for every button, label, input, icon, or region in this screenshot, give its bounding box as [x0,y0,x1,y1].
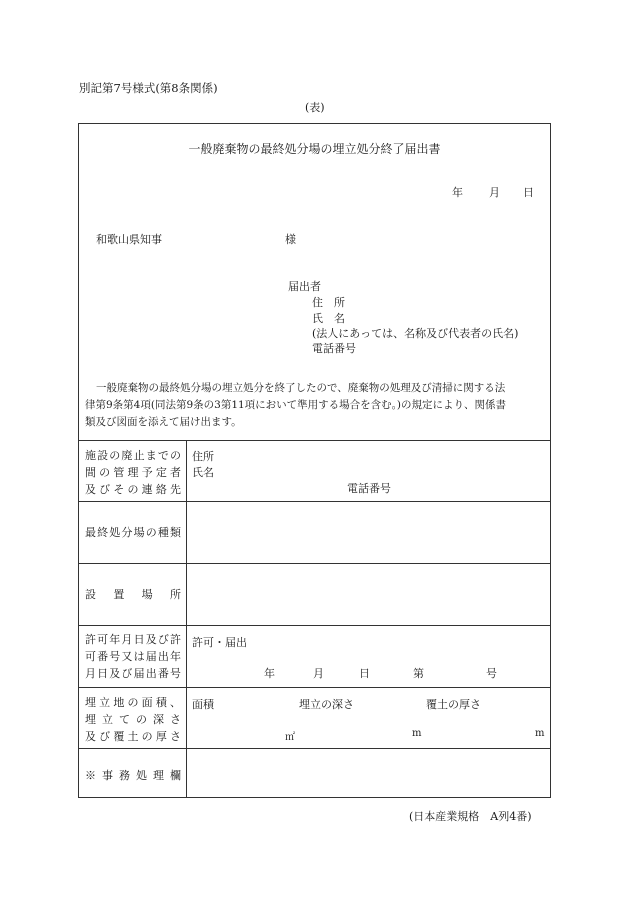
depth-unit: m [412,728,422,739]
permit-month-label: 月 [313,667,324,680]
cover-thickness-unit: m [535,728,545,739]
column-divider [186,440,187,798]
form-number: 別記第7号様式(第8条関係) [79,81,218,95]
permit-label-line-1: 許可年月日及び許 [85,633,181,646]
body-text-line-2: 律第9条第4項(同法第9条の3第11項において準用する場合を含む。)の規定により、関係書 [85,399,507,411]
manager-name-label: 氏名 [192,466,214,479]
notifier-phone-label: 電話番号 [312,342,356,355]
date-day-label: 日 [523,186,534,199]
row-divider [79,625,550,626]
row-divider [79,748,550,749]
permit-label-line-2: 可番号又は届出年 [85,650,181,663]
date-month-label: 月 [489,186,500,199]
addressee-honorific: 様 [285,233,296,246]
permit-day-label: 日 [359,667,370,680]
addressee: 和歌山県知事 [96,233,162,246]
row-divider [79,687,550,688]
manager-phone-label: 電話番号 [347,482,391,495]
date-year-label: 年 [452,186,463,199]
notifier-address-label: 住 所 [312,296,345,309]
area-label: 面積 [192,698,214,711]
notifier-heading: 届出者 [288,280,321,293]
area-label-line-3: 及び覆土の厚さ [85,730,181,743]
area-label-line-1: 埋立地の面積、 [85,696,181,709]
area-unit: ㎡ [285,732,295,743]
table-top-border [79,440,550,441]
permit-number-prefix: 第 [413,667,424,680]
notifier-name-label: 氏 名 [312,312,345,325]
cover-thickness-label: 覆土の厚さ [426,698,481,711]
location-label: 設置場所 [85,588,181,601]
depth-label: 埋立の深さ [299,698,354,711]
permit-kind-label: 許可・届出 [192,636,247,649]
area-label-line-2: 埋立ての深さ [85,713,181,726]
paper-size-note: (日本産業規格 A列4番) [409,810,532,823]
form-title: 一般廃棄物の最終処分場の埋立処分終了届出書 [188,142,441,156]
permit-year-label: 年 [264,667,275,680]
row-divider [79,563,550,564]
manager-label-line-3: 及びその連絡先 [85,483,181,496]
notifier-corporate-note: (法人にあっては、名称及び代表者の氏名) [312,327,519,340]
permit-number-suffix: 号 [486,667,497,680]
body-text-line-1: 一般廃棄物の最終処分場の埋立処分を終了したので、廃棄物の処理及び清掃に関する法 [96,382,506,394]
office-use-label: ※事務処理欄 [85,769,181,782]
manager-label-line-1: 施設の廃止までの [85,449,181,462]
side-indicator: (表) [305,101,325,114]
manager-label-line-2: 間の管理予定者 [85,466,181,479]
notification-form [78,123,551,798]
landfill-type-label: 最終処分場の種類 [85,526,181,539]
permit-label-line-3: 月日及び届出番号 [85,667,181,680]
body-text-line-3: 類及び図面を添えて届け出ます。 [85,416,242,428]
row-divider [79,501,550,502]
manager-address-label: 住所 [192,450,214,463]
